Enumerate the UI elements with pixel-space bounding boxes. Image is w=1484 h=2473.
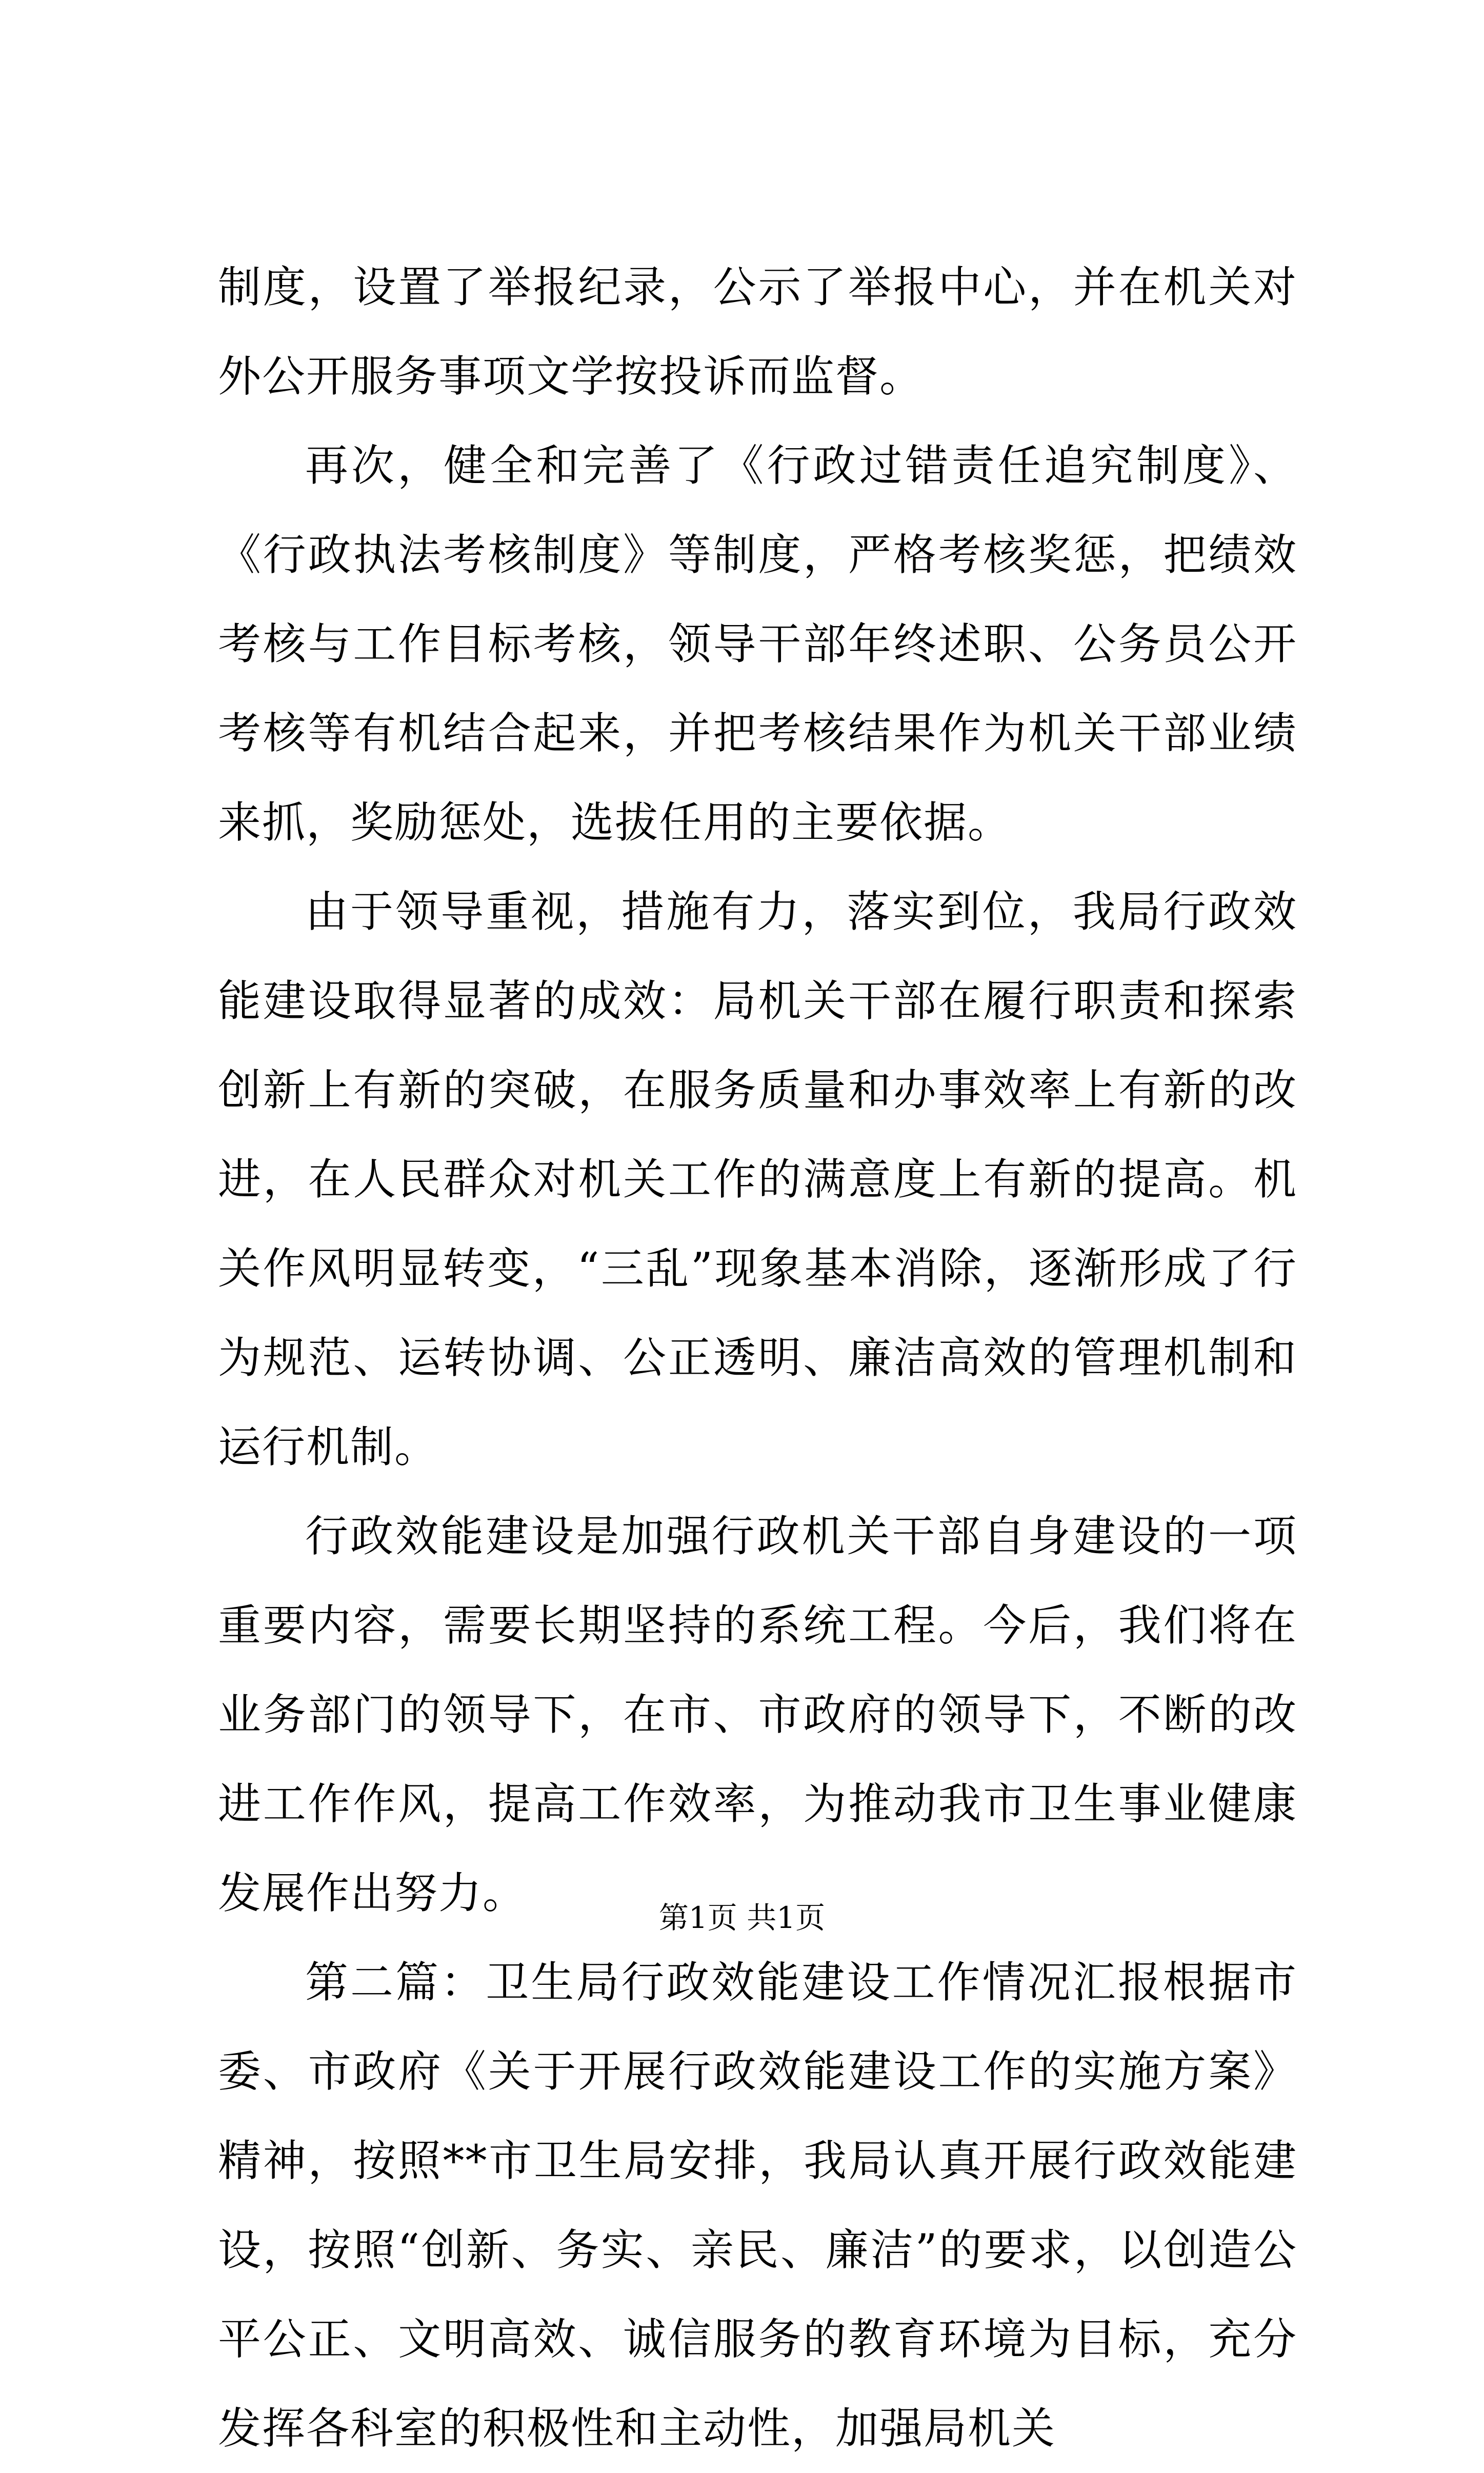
paragraph-results: 由于领导重视，措施有力，落实到位，我局行政效能建设取得显著的成效：局机关干部在履行职责和探索创新上有新的突破，在服务质量和办事效率上有新的改进，在人民群众对机关工作的满意度上有新的提高。机关作风明显转变，“三乱”现象基本消除，逐渐形成了行为规范、运转协调、公正透明、廉洁高效的管理机制和运行机制。 [218,887,1297,1472]
paragraph-future-work: 行政效能建设是加强行政机关干部自身建设的一项重要内容，需要长期坚持的系统工程。今后，我们将在业务部门的领导下，在市、市政府的领导下，不断的改进工作作风，提高工作效率，为推动我市卫生事业健康发展作出努力。 [218,1511,1297,1918]
paragraph-second-article: 第二篇：卫生局行政效能建设工作情况汇报根据市委、市政府《关于开展行政效能建设工作的实施方案》精神，按照**市卫生局安排，我局认真开展行政效能建设，按照“创新、务实、亲民、廉洁”的要求，以创造公平公正、文明高效、诚信服务的教育环境为目标，充分发挥各科室的积极性和主动性，加强局机关 [218,1957,1297,2454]
page-footer: 第1页 共1页 [658,1900,826,1935]
paragraph-continuation: 制度，设置了举报纪录，公示了举报中心，并在机关对外公开服务事项文学按投诉而监督。 [218,262,1297,401]
document-body [218,243,1297,2473]
paragraph-system-improvement: 再次，健全和完善了《行政过错责任追究制度》、《行政执法考核制度》等制度，严格考核奖惩，把绩效考核与工作目标考核，领导干部年终述职、公务员公开考核等有机结合起来，并把考核结果作为机关干部业绩来抓，奖励惩处，选拔任用的主要依据。 [218,440,1297,848]
